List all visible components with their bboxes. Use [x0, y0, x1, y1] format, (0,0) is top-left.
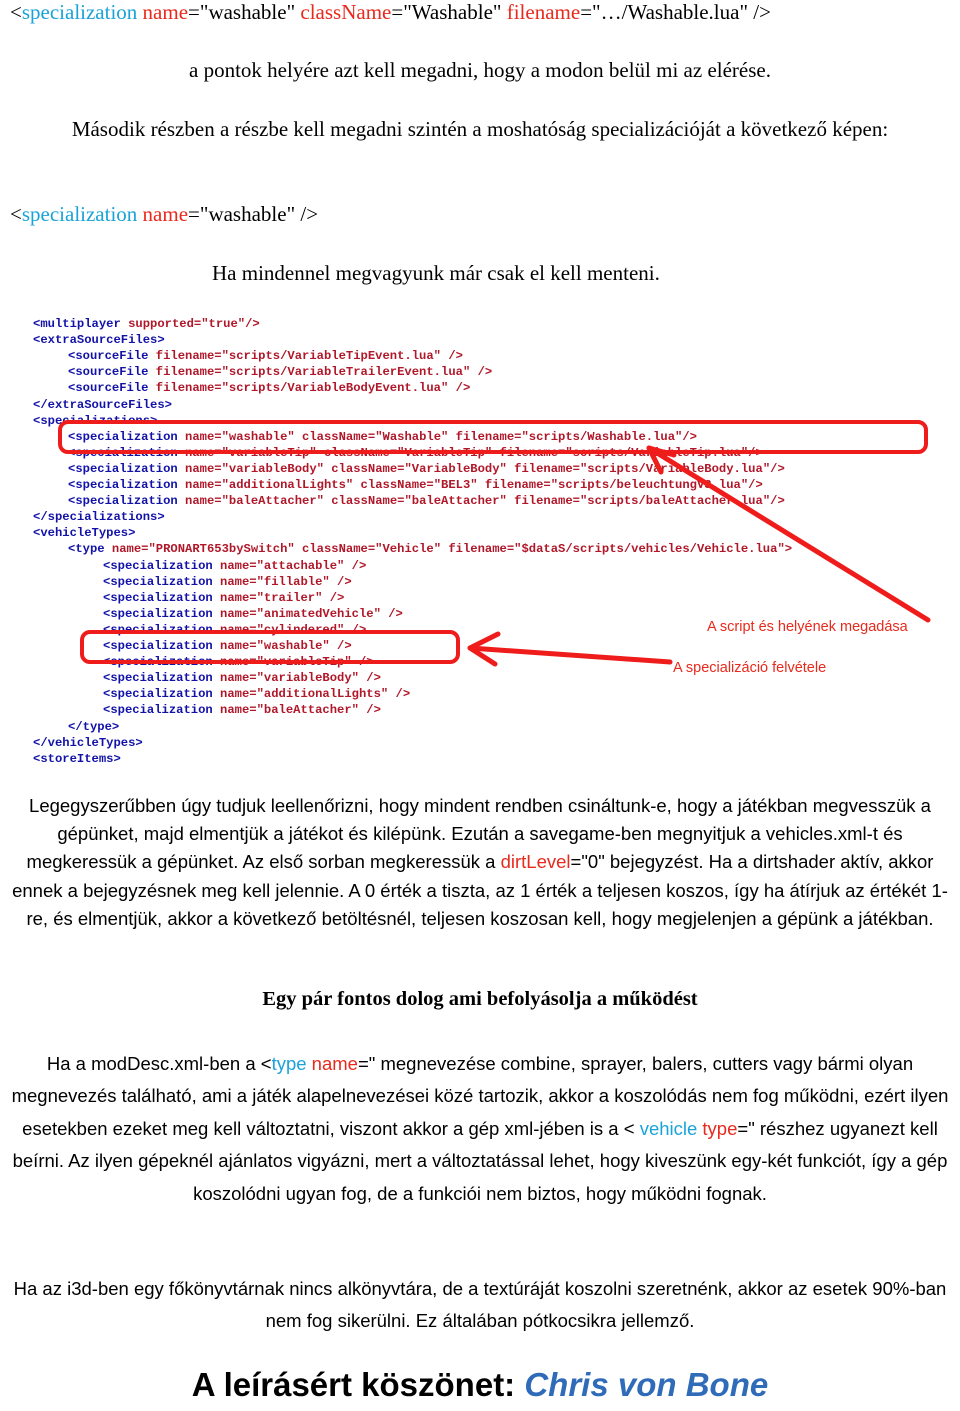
- code-tag: <specialization: [103, 558, 213, 573]
- section-heading: Egy pár fontos dolog ami befolyásolja a működést: [262, 988, 698, 1010]
- code-attributes: name="baleAttacher" className="baleAttacher" filename="scripts/baleAttacher.lua"/>: [177, 494, 785, 509]
- code-attributes: name="variableBody" className="VariableBody" filename="scripts/VariableBody.lua"/>: [177, 461, 785, 476]
- code-attributes: name="cylindered" />: [212, 622, 367, 637]
- attr-filename: filename: [506, 0, 581, 24]
- paragraph-check: [4, 792, 956, 933]
- paragraph-i3d: Ha az i3d-ben egy főkönyvtárnak nincs alkönyvtára, de a textúráját koszolni szeretnénk, akkor az esetek 90%-ban nem fog sikerülni. Ez általában pótkocsikra jellemző.: [13, 1278, 947, 1331]
- arrow-annotations: [33, 314, 958, 762]
- code-tag: <sourceFile: [68, 365, 149, 380]
- code-attributes: name="washable" />: [212, 639, 352, 653]
- code-attributes: filename="scripts/VariableBodyEvent.lua" />: [148, 381, 471, 396]
- code-attributes: name="washable" className="Washable" filename="scripts/Washable.lua"/>: [177, 429, 697, 444]
- paragraph-check-text-1: Legegyszerűbben úgy tudjuk leellenőrizni, hogy mindent rendben csináltunk-e, hogy a játékban megvesszük a gépünket, majd elmentjük a játékot és kilépünk. Ezután a savegame-ben megnyitjuk a vehicles.xml-t és megkeressük a gépünket. Az első sorban megkeressük a: [26, 795, 931, 873]
- code-attributes: filename="scripts/VariableTipEvent.lua" />: [148, 349, 463, 364]
- value-classname: ="Washable": [391, 0, 507, 24]
- keyword-name: name: [311, 1053, 358, 1074]
- attr-classname: className: [300, 0, 392, 24]
- code-attributes: name="additionalLights" />: [212, 687, 411, 702]
- code-attributes: name="PRONART653bySwitch" className="Vehicle" filename="$dataS/scripts/vehicles/Vehicle.lua">: [104, 542, 793, 557]
- paragraph-important: [4, 1048, 956, 1210]
- code-tag: <specialization: [103, 639, 213, 653]
- attr-name: name: [142, 202, 189, 226]
- value-filename: ="…/Washable.lua" />: [580, 0, 771, 24]
- paragraph-important-text-1: Ha a modDesc.xml-ben a <: [46, 1053, 272, 1074]
- code-tag: <specialization: [103, 671, 213, 686]
- code-attributes: name="variableBody" />: [212, 671, 381, 686]
- code-tag: <type: [68, 542, 105, 557]
- code-tag: <specialization: [68, 445, 178, 460]
- keyword-type: type: [271, 1053, 307, 1074]
- code-screenshot: [33, 314, 958, 762]
- code-attributes: name="variableTip" />: [212, 655, 374, 670]
- instruction-text-2: Második részben a részbe kell megadni szintén a moshatóság specializációját a következő képen:: [71, 117, 889, 141]
- code-tag: <specializations>: [33, 413, 158, 428]
- thanks-prefix: A leírásért köszönet:: [191, 1366, 525, 1403]
- keyword-type-attr: type: [702, 1117, 738, 1139]
- callout-specialization: A specializáció felvétele: [673, 660, 827, 676]
- code-tag: <specialization: [68, 494, 178, 509]
- instruction-text-1: a pontok helyére azt kell megadni, hogy a modon belül mi az elérése.: [189, 58, 771, 82]
- keyword-vehicle: vehicle: [639, 1117, 698, 1139]
- code-tag: <vehicleTypes>: [33, 526, 136, 541]
- code-tag: <multiplayer: [33, 317, 121, 331]
- code-tag: <specialization: [103, 606, 213, 621]
- value-rest: ="washable" />: [188, 202, 319, 226]
- arrow-script: [649, 448, 928, 620]
- keyword-specialization: specialization: [21, 0, 138, 24]
- paragraph-check-text-2: ="0" bejegyzést. Ha a dirtshader aktív, akkor ennek a bejegyzésnek meg kell jelennie. A 0 érték a tiszta, az 1 érték a teljesen koszos, így ha átírjuk az értékét 1-re, és elmentjük, akkor a következő betöltésnél, teljesen koszosan kell, hogy megjelenjen a gépünk a játékban.: [12, 851, 948, 929]
- paragraph-important-text-2: =" megnevezése combine, sprayer, balers, cutters vagy bármi olyan megnevezés található, ami a játék alapelnevezései közé tartozik, akkor a koszolódás nem fog működni, ezért ilyen esetekben ezeket meg kell változtatni, viszont akkor a gép xml-jében is a <: [11, 1053, 949, 1139]
- code-attributes: supported="true"/>: [120, 317, 260, 331]
- code-attributes: name="fillable" />: [212, 574, 352, 589]
- angle-open: <: [10, 0, 22, 24]
- code-tag: <sourceFile: [68, 349, 149, 364]
- keyword-dirtlevel: dirtLevel: [500, 851, 571, 873]
- code-tag: <specialization: [103, 590, 213, 605]
- code-tag: </specializations>: [33, 510, 165, 525]
- code-tag: <specialization: [68, 429, 178, 444]
- code-attributes: name="additionalLights" className="BEL3" filename="scripts/beleuchtungV3.lua"/>: [177, 478, 763, 492]
- code-tag: </vehicleTypes>: [33, 735, 143, 750]
- author-name: Chris von Bone: [524, 1366, 769, 1403]
- code-tag: </extraSourceFiles>: [33, 397, 172, 412]
- arrow-specialization: [470, 648, 670, 662]
- code-tag: <specialization: [68, 461, 178, 476]
- code-tag: <storeItems>: [33, 751, 121, 762]
- code-attributes: name="variableTip" className="VariableTip" filename="scripts/VariableTip.lua"/>: [177, 445, 763, 460]
- code-tag: <specialization: [103, 622, 213, 637]
- code-tag: <sourceFile: [68, 381, 149, 396]
- value-name: ="washable": [188, 0, 301, 24]
- keyword-specialization: specialization: [21, 202, 138, 226]
- code-tag: <specialization: [103, 687, 213, 702]
- code-attributes: filename="scripts/VariableTrailerEvent.lua" />: [148, 365, 493, 380]
- code-tag: <specialization: [103, 703, 213, 718]
- attr-name: name: [142, 0, 189, 24]
- thanks-line: [0, 1366, 960, 1404]
- code-attributes: name="attachable" />: [212, 558, 367, 573]
- code-attributes: name="baleAttacher" />: [212, 703, 381, 718]
- code-tag: <specialization: [103, 574, 213, 589]
- code-attributes: name="trailer" />: [212, 590, 345, 605]
- code-tag: </type>: [68, 719, 120, 734]
- xml-line-specialization-full: [10, 0, 771, 25]
- code-tag: <extraSourceFiles>: [33, 333, 165, 348]
- paragraph-important-text-3: =" részhez ugyanezt kell beírni. Az ilyen gépeknél ajánlatos vigyázni, mert a változtatással lehet, hogy kiveszünk egy-két funkciót, így a gép koszolódni ugyan fog, de a funkciói nem biztos, hogy működni fognak.: [12, 1117, 948, 1204]
- xml-line-specialization-short: [10, 202, 318, 227]
- code-tag: <specialization: [103, 655, 213, 670]
- code-tag: <specialization: [68, 478, 178, 492]
- callout-script: A script és helyének megadása: [707, 619, 908, 635]
- instruction-text-3: Ha mindennel megvagyunk már csak el kell menteni.: [212, 261, 660, 285]
- code-attributes: name="animatedVehicle" />: [212, 606, 403, 621]
- angle-open: <: [10, 202, 22, 226]
